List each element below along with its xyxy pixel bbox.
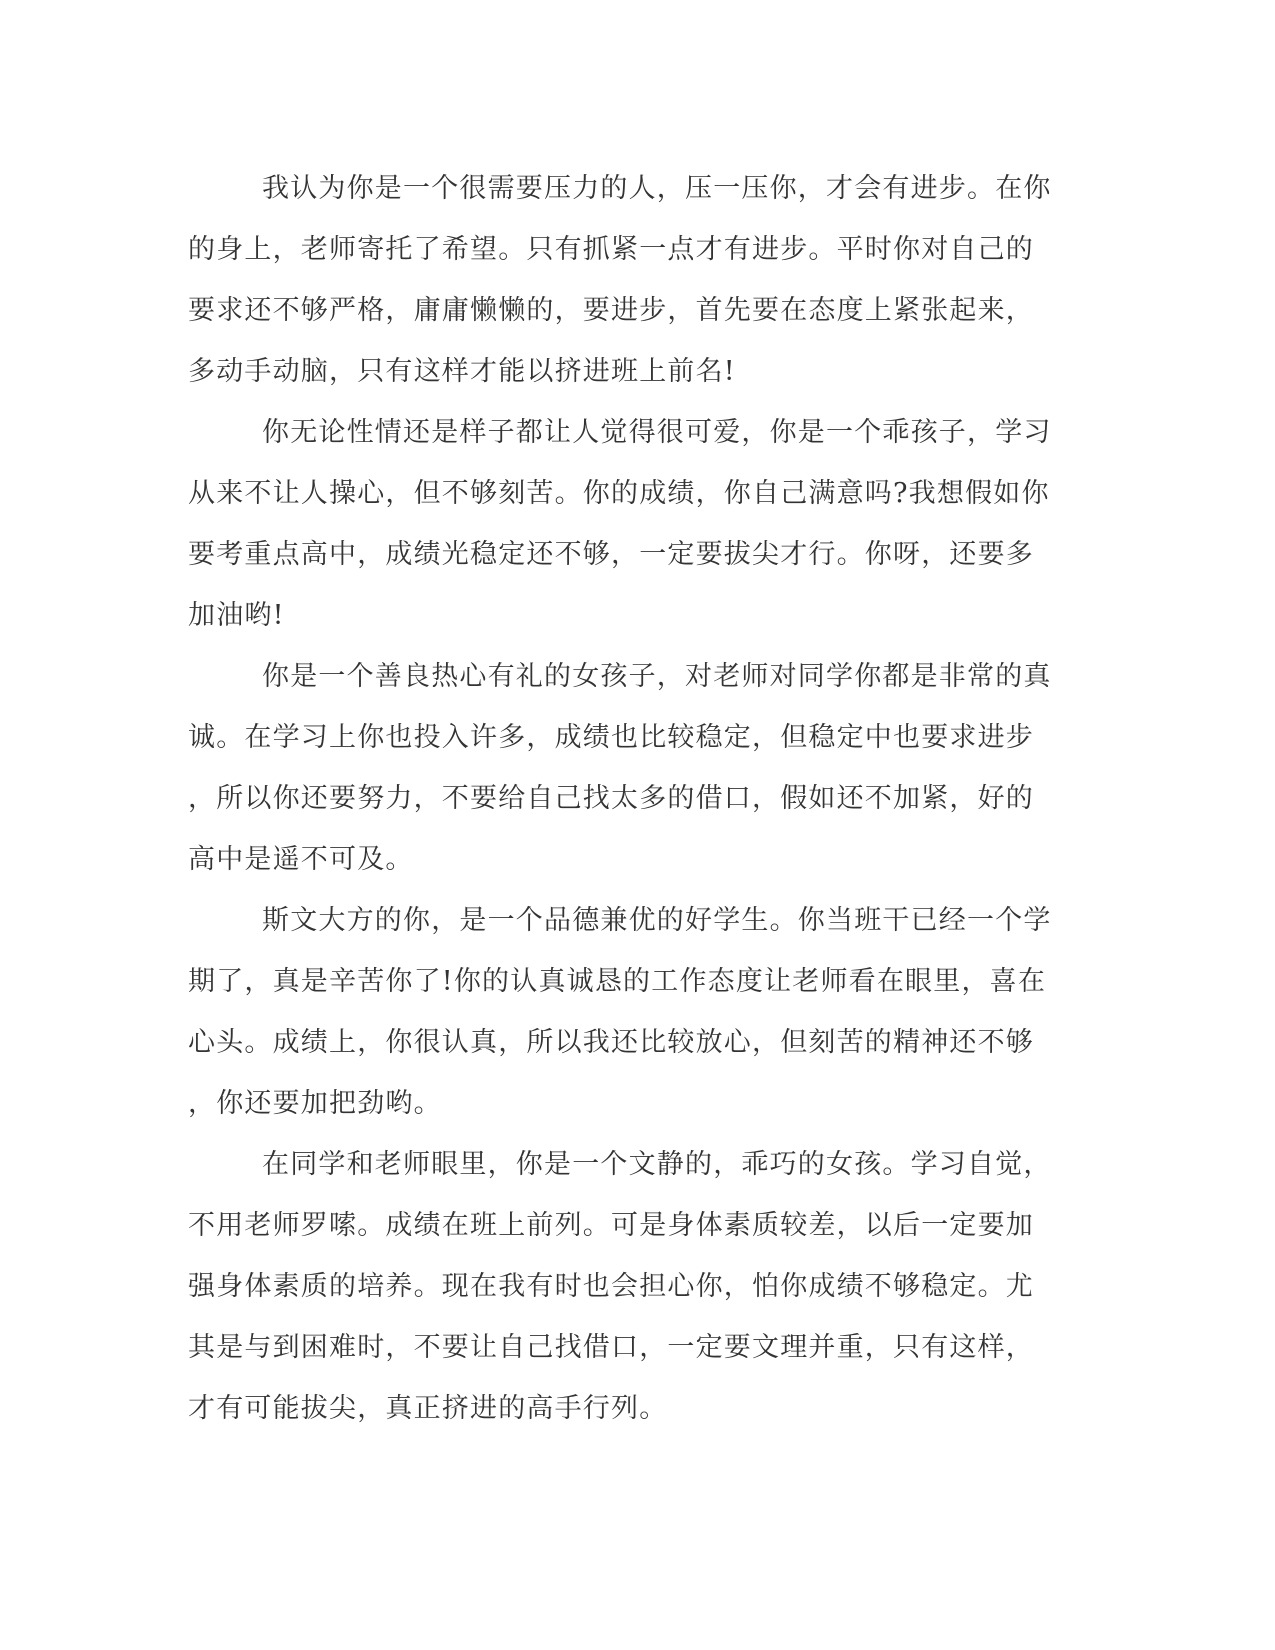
text-line: 要求还不够严格，庸庸懒懒的，要进步，首先要在态度上紧张起来， — [188, 295, 1034, 326]
text-line: 从来不让人操心，但不够刻苦。你的成绩，你自己满意吗?我想假如你 — [188, 478, 1050, 509]
text-line: 其是与到困难时，不要让自己找借口，一定要文理并重，只有这样， — [188, 1332, 1034, 1363]
text-line: 高中是遥不可及。 — [188, 844, 414, 875]
text-line: 强身体素质的培养。现在我有时也会担心你，怕你成绩不够稳定。尤 — [188, 1271, 1034, 1302]
text-line: 斯文大方的你，是一个品德兼优的好学生。你当班干已经一个学 — [262, 905, 1052, 936]
text-line: 加油哟! — [188, 600, 285, 631]
text-line: 的身上，老师寄托了希望。只有抓紧一点才有进步。平时你对自己的 — [188, 234, 1034, 265]
text-line: 在同学和老师眼里，你是一个文静的，乖巧的女孩。学习自觉， — [262, 1149, 1052, 1180]
text-line: 心头。成绩上，你很认真，所以我还比较放心，但刻苦的精神还不够 — [188, 1027, 1034, 1058]
paragraph-2 — [188, 402, 1068, 646]
document-body — [188, 158, 1068, 1439]
text-line: 期了，真是辛苦你了!你的认真诚恳的工作态度让老师看在眼里，喜在 — [188, 966, 1047, 997]
paragraph-1 — [188, 158, 1068, 402]
paragraph-4 — [188, 890, 1068, 1134]
text-line: 多动手动脑，只有这样才能以挤进班上前名! — [188, 356, 736, 387]
paragraph-5 — [188, 1134, 1068, 1439]
text-line: 不用老师罗嗦。成绩在班上前列。可是身体素质较差，以后一定要加 — [188, 1210, 1034, 1241]
text-line: ，所以你还要努力，不要给自己找太多的借口，假如还不加紧，好的 — [188, 783, 1034, 814]
text-line: 要考重点高中，成绩光稳定还不够，一定要拔尖才行。你呀，还要多 — [188, 539, 1034, 570]
text-line: 才有可能拔尖，真正挤进的高手行列。 — [188, 1393, 668, 1424]
paragraph-3 — [188, 646, 1068, 890]
text-line: 我认为你是一个很需要压力的人，压一压你，才会有进步。在你 — [262, 173, 1052, 204]
text-line: 你是一个善良热心有礼的女孩子，对老师对同学你都是非常的真 — [262, 661, 1052, 692]
text-line: 诚。在学习上你也投入许多，成绩也比较稳定，但稳定中也要求进步 — [188, 722, 1034, 753]
text-line: ，你还要加把劲哟。 — [188, 1088, 442, 1119]
text-line: 你无论性情还是样子都让人觉得很可爱，你是一个乖孩子，学习 — [262, 417, 1052, 448]
